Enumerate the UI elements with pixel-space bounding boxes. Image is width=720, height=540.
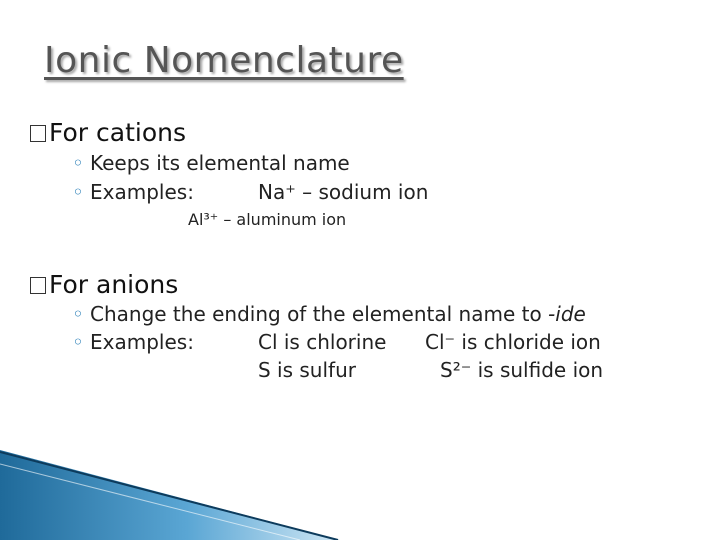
cations-item-2 xyxy=(72,180,194,204)
chloride-example: Cl⁻ is chloride ion xyxy=(425,330,601,354)
cations-heading-text: For cations xyxy=(49,118,186,147)
slide-title: Ionic Nomenclature xyxy=(44,40,404,81)
sulfide-example: S²⁻ is sulfide ion xyxy=(440,358,604,382)
anions-examples-label: Examples: xyxy=(90,330,194,354)
circle-bullet-icon: ◦ xyxy=(72,151,84,175)
checkbox-bullet-icon xyxy=(30,277,46,294)
ide-suffix: -ide xyxy=(548,302,586,326)
decorative-wedge xyxy=(0,450,340,540)
circle-bullet-icon: ◦ xyxy=(72,302,84,326)
cations-heading xyxy=(30,118,186,147)
chlorine-example: Cl is chlorine xyxy=(258,330,387,354)
circle-bullet-icon: ◦ xyxy=(72,180,84,204)
anions-heading xyxy=(30,270,178,299)
sodium-example: Na⁺ – sodium ion xyxy=(258,180,429,204)
cations-examples-label: Examples: xyxy=(90,180,194,204)
cations-item-1 xyxy=(72,151,350,175)
sulfur-example: S is sulfur xyxy=(258,358,356,382)
anions-item-1 xyxy=(72,302,586,326)
anions-item-2 xyxy=(72,330,194,354)
aluminum-example: Al³⁺ – aluminum ion xyxy=(188,210,347,229)
checkbox-bullet-icon xyxy=(30,125,46,142)
circle-bullet-icon: ◦ xyxy=(72,330,84,354)
anions-heading-text: For anions xyxy=(49,270,179,299)
anions-item-1-text: Change the ending of the elemental name to xyxy=(90,302,549,326)
cations-item-1-text: Keeps its elemental name xyxy=(90,151,350,175)
